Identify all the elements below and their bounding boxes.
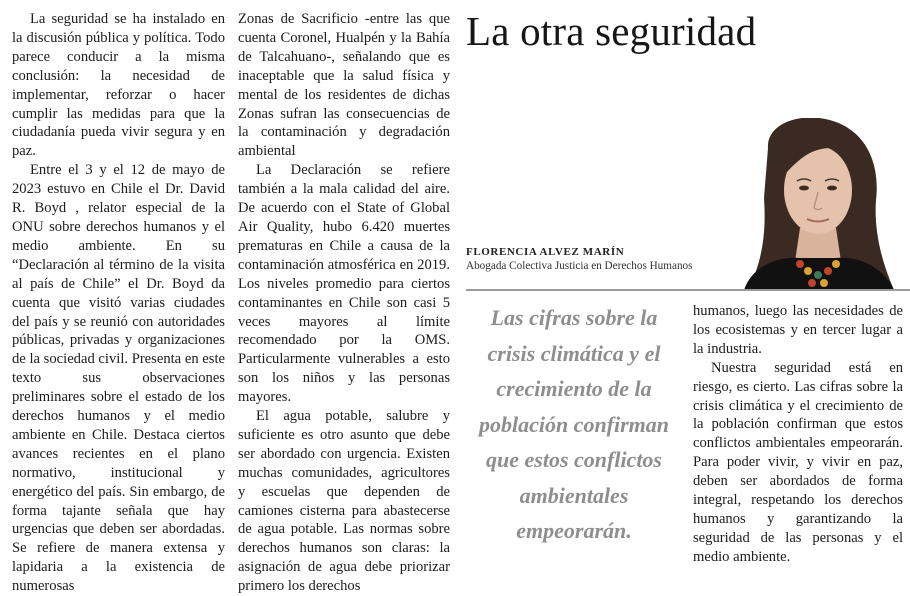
pull-quote-line: crecimiento de la: [496, 376, 652, 401]
headline: La otra seguridad: [466, 8, 757, 54]
pull-quote: [466, 300, 682, 549]
pull-quote-line: Las cifras sobre la: [490, 305, 658, 330]
divider-rule: [466, 289, 910, 291]
article-column-3: [693, 302, 903, 567]
article-column-1: [12, 10, 225, 596]
pull-quote-line: empeorarán.: [516, 518, 632, 543]
paragraph-boyd-visit: Entre el 3 y el 12 de mayo de 2023 estuvo en Chile el Dr. David R. Boyd , relator especial de la ONU sobre derechos humanos y el medio ambiente. En su “Declaración al término de la visita al país de Chile” el Dr. Boyd da cuenta que visitó varias ciudades del país y se reunió con autoridades públicas, privadas y organizaciones de la sociedad civil. Presenta en este texto sus observaciones preliminares sobre el estado de los derechos humanos y el medio ambiente en Chile. Destaca ciertos avances recientes en el plano normativo, institucional y energético del país. Sin embargo, de forma tajante señala que hay urgencias que deben ser abordadas. Se refiere de manera extensa y lapidaria a la existencia de numerosas: [12, 162, 225, 595]
paragraph-priorities: humanos, luego las necesidades de los ecosistemas y en tercer lugar a la industria.: [693, 303, 903, 357]
paragraph-air-quality: La Declaración se refiere también a la mala calidad del aire. De acuerdo con el State of Global Air Quality, hubo 6.420 muertes prematuras en Chile a causa de la contaminación atmosférica en 2019. Los niveles promedio para ciertos contaminantes en Chile son casi 5 veces mayores al límite recomendado por la OMS. Particularmente vulnerables a esto son los niños y las personas mayores.: [238, 162, 450, 406]
pull-quote-line: ambientales: [519, 482, 629, 508]
author-role: Abogada Colectiva Justicia en Derechos Humanos: [466, 260, 693, 272]
author-name: FLORENCIA ALVEZ MARÍN: [466, 246, 625, 258]
paragraph-intro: La seguridad se ha instalado en la discusión pública y política. Todo parece conducir a la misma conclusión: la necesidad de implementar, reforzar o hacer cumplir las medidas para que la ciudadanía pueda vivir segura y en paz.: [12, 11, 225, 160]
pull-quote-line: que estos conflictos: [486, 447, 662, 472]
paragraph-conclusion: Nuestra seguridad está en riesgo, es cierto. Las cifras sobre la crisis climática y el crecimiento de la población confirman que estos conflictos ambientales empeorarán. Para poder vivir, y vivir en paz, deben ser abordados de forma integral, respetando los derechos humanos y garantizando la seguridad de las personas y el medio ambiente.: [693, 359, 903, 565]
author-photo: [708, 118, 910, 290]
paragraph-water: El agua potable, salubre y suficiente es otro asunto que debe ser abordado con urgencia. Existen muchas comunidades, agricultores y escuelas que dependen de camiones cisterna para abastecerse de agua potable. Las normas sobre derechos humanos son claras: la asignación de agua debe priorizar primero los derechos: [238, 408, 450, 595]
paragraph-sacrifice-zones: Zonas de Sacrificio -entre las que cuenta Coronel, Hualpén y la Bahía de Talcahuano-, señalando que es inaceptable que la salud física y mental de los residentes de dichas Zonas sufran las consecuencias de la contaminación y degradación ambiental: [238, 11, 450, 160]
pull-quote-line: población confirman: [478, 411, 670, 437]
author-portrait-illustration: [708, 118, 910, 290]
article-column-2: [238, 10, 450, 596]
pull-quote-line: crisis climática y el: [487, 340, 661, 366]
author-byline: [466, 246, 704, 272]
